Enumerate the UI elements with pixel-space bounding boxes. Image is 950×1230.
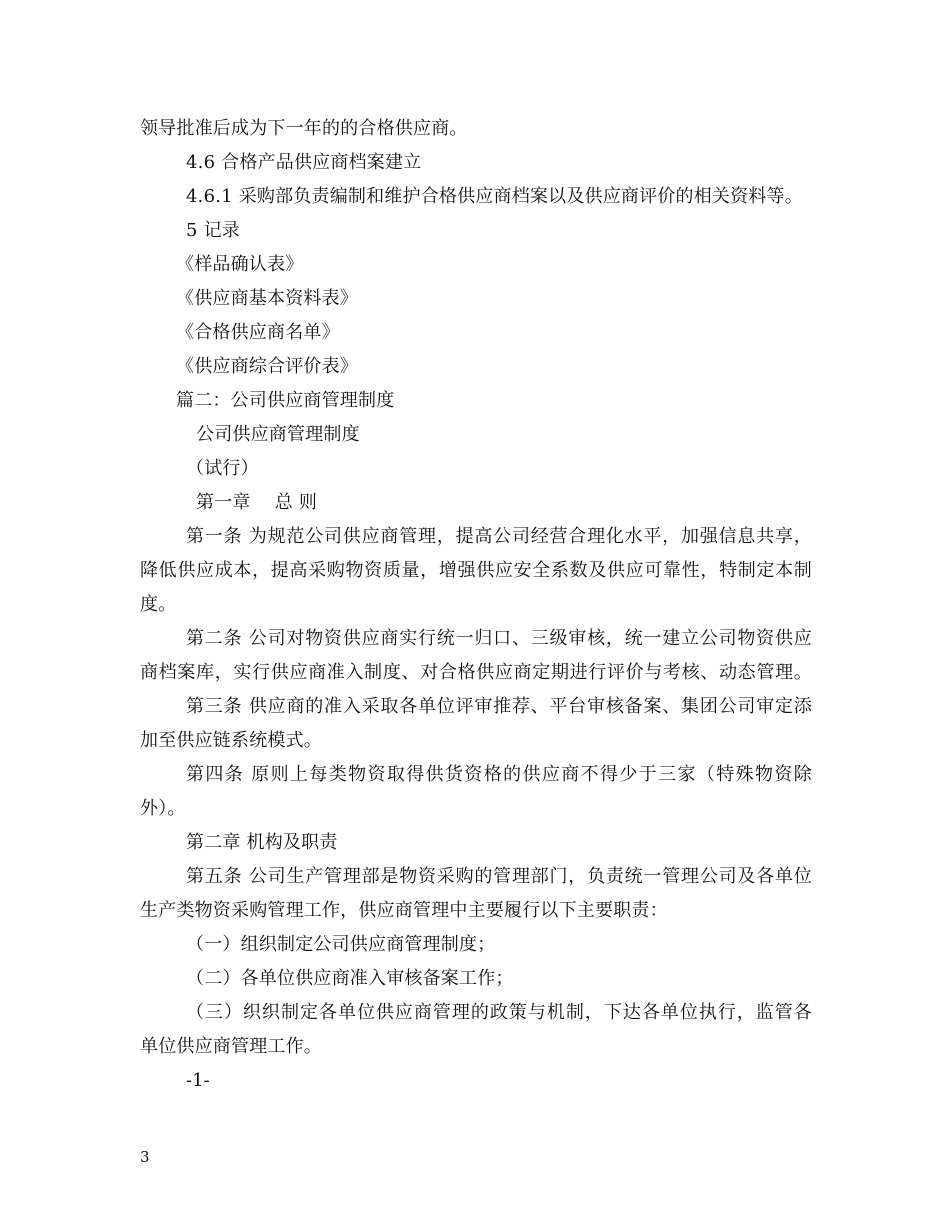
text-line: 商档案库，实行供应商准入制度、对合格供应商定期进行评价与考核、动态管理。 [140,662,812,683]
document-title: 公司供应商管理制度 [196,424,360,445]
record-item: 《合格供应商名单》 [176,322,340,343]
text-line: 领导批准后成为下一年的的合格供应商。 [140,118,468,139]
section-heading: 5 记录 [186,220,240,241]
text-line: 第二条 公司对物资供应商实行统一归口、三级审核，统一建立公司物资供应 [186,628,812,649]
text-line: 外）。 [140,798,186,819]
record-item: 《供应商基本资料表》 [176,288,358,309]
text-line: 第一条 为规范公司供应商管理，提高公司经营合理化水平，加强信息共享， [186,526,812,547]
list-item: （二）各单位供应商准入审核备案工作； [186,968,514,989]
text-line: 生产类物资采购管理工作，供应商管理中主要履行以下主要职责： [140,900,668,921]
chapter-heading: 第一章 总 则 [196,492,318,513]
text-line: 第三条 供应商的准入采取各单位评审推荐、平台审核备案、集团公司审定添 [186,696,812,717]
text-line: 第四条 原则上每类物资取得供货资格的供应商不得少于三家（特殊物资除 [186,764,812,785]
text-line: 第五条 公司生产管理部是物资采购的管理部门，负责统一管理公司及各单位 [186,866,812,887]
chapter-heading: 第二章 机构及职责 [186,832,338,853]
text-line: 降低供应成本，提高采购物资质量，增强供应安全系数及供应可靠性，特制定本制 [140,560,812,581]
text-line: 度。 [140,594,177,615]
page-number: -1- [186,1070,210,1091]
document-subtitle: （试行） [186,458,259,479]
text-line: 单位供应商管理工作。 [140,1036,322,1057]
text-line: 4.6.1 采购部负责编制和维护合格供应商档案以及供应商评价的相关资料等。 [186,186,803,207]
part-heading: 篇二：公司供应商管理制度 [176,390,395,411]
list-item: （三）织织制定各单位供应商管理的政策与机制，下达各单位执行，监管各 [186,1002,812,1023]
record-item: 《样品确认表》 [176,254,304,275]
section-heading: 4.6 合格产品供应商档案建立 [186,152,422,173]
text-line: 加至供应链系统模式。 [140,730,322,751]
record-item: 《供应商综合评价表》 [176,356,358,377]
list-item: （一）组织制定公司供应商管理制度； [186,934,496,955]
footer-page-number: 3 [140,1148,150,1166]
